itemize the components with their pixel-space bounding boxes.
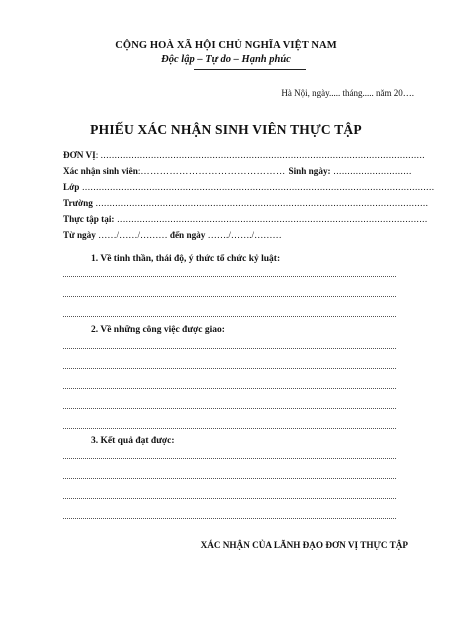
national-title: CỘNG HOÀ XÃ HỘI CHỦ NGHĨA VIỆT NAM xyxy=(115,40,337,51)
tu-ngay-row[interactable] xyxy=(63,230,282,240)
section-3-line[interactable] xyxy=(63,498,396,499)
lop-row[interactable] xyxy=(63,182,435,192)
unit-leader-confirmation: XÁC NHẬN CỦA LÃNH ĐẠO ĐƠN VỊ THỰC TẬP xyxy=(200,540,408,550)
section-3-line[interactable] xyxy=(63,458,396,459)
lop-label: Lớp xyxy=(63,182,80,192)
tu-ngay-blank[interactable]: ……/……/……… xyxy=(98,230,168,240)
section-2-line[interactable] xyxy=(63,408,396,409)
tu-ngay-label: Từ ngày xyxy=(63,230,96,240)
xac-nhan-row[interactable]: Xác nhận sinh viên:……………………………………… Sinh ngày: ............................ xyxy=(63,166,412,176)
section-3-line[interactable] xyxy=(63,478,396,479)
sinh-ngay-blank[interactable]: ............................ xyxy=(330,166,412,176)
section-1-line[interactable] xyxy=(63,316,396,317)
section-2-line[interactable] xyxy=(63,368,396,369)
form-title: PHIẾU XÁC NHẬN SINH VIÊN THỰC TẬP xyxy=(90,122,362,137)
section-1-heading: 1. Về tinh thần, thái độ, ý thức tổ chức kỷ luật: xyxy=(91,254,281,264)
den-ngay-blank[interactable]: ……./……./……… xyxy=(207,230,282,240)
place-date: Hà Nội, ngày..... tháng..... năm 20…. xyxy=(281,88,414,98)
thuc-tap-tai-label: Thực tập tại: xyxy=(63,214,115,224)
xac-nhan-label: Xác nhận sinh viên xyxy=(63,166,138,176)
motto-underline xyxy=(194,69,306,70)
section-3-heading: 3. Kết quả đạt được: xyxy=(91,436,175,446)
section-3-line[interactable] xyxy=(63,518,396,519)
section-2-heading: 2. Về những công việc được giao: xyxy=(91,325,225,335)
truong-label: Trường xyxy=(63,198,93,208)
lop-blank[interactable]: .............................................................................................................................. xyxy=(79,182,435,192)
section-1-line[interactable] xyxy=(63,276,396,277)
section-2-line[interactable] xyxy=(63,388,396,389)
thuc-tap-tai-row[interactable] xyxy=(63,214,428,224)
truong-blank[interactable]: ....................................................................................................................... xyxy=(92,198,429,208)
den-ngay-label: đến ngày xyxy=(169,230,206,240)
thuc-tap-tai-blank[interactable]: ............................................................................................................... xyxy=(114,214,428,224)
don-vi-blank[interactable]: .................................................................................................................... xyxy=(100,150,426,160)
sinh-ngay-label: Sinh ngày: xyxy=(288,166,331,176)
section-1-line[interactable] xyxy=(63,296,396,297)
national-motto: Độc lập – Tự do – Hạnh phúc xyxy=(161,54,291,65)
don-vi-label: ĐƠN VỊ xyxy=(63,150,96,160)
section-2-line[interactable] xyxy=(63,348,396,349)
truong-row[interactable] xyxy=(63,198,428,208)
section-2-line[interactable] xyxy=(63,428,396,429)
don-vi-row[interactable]: ĐƠN VỊ: .................................................................................................................... xyxy=(63,150,426,160)
xac-nhan-blank[interactable]: ……………………………………… xyxy=(140,166,289,176)
